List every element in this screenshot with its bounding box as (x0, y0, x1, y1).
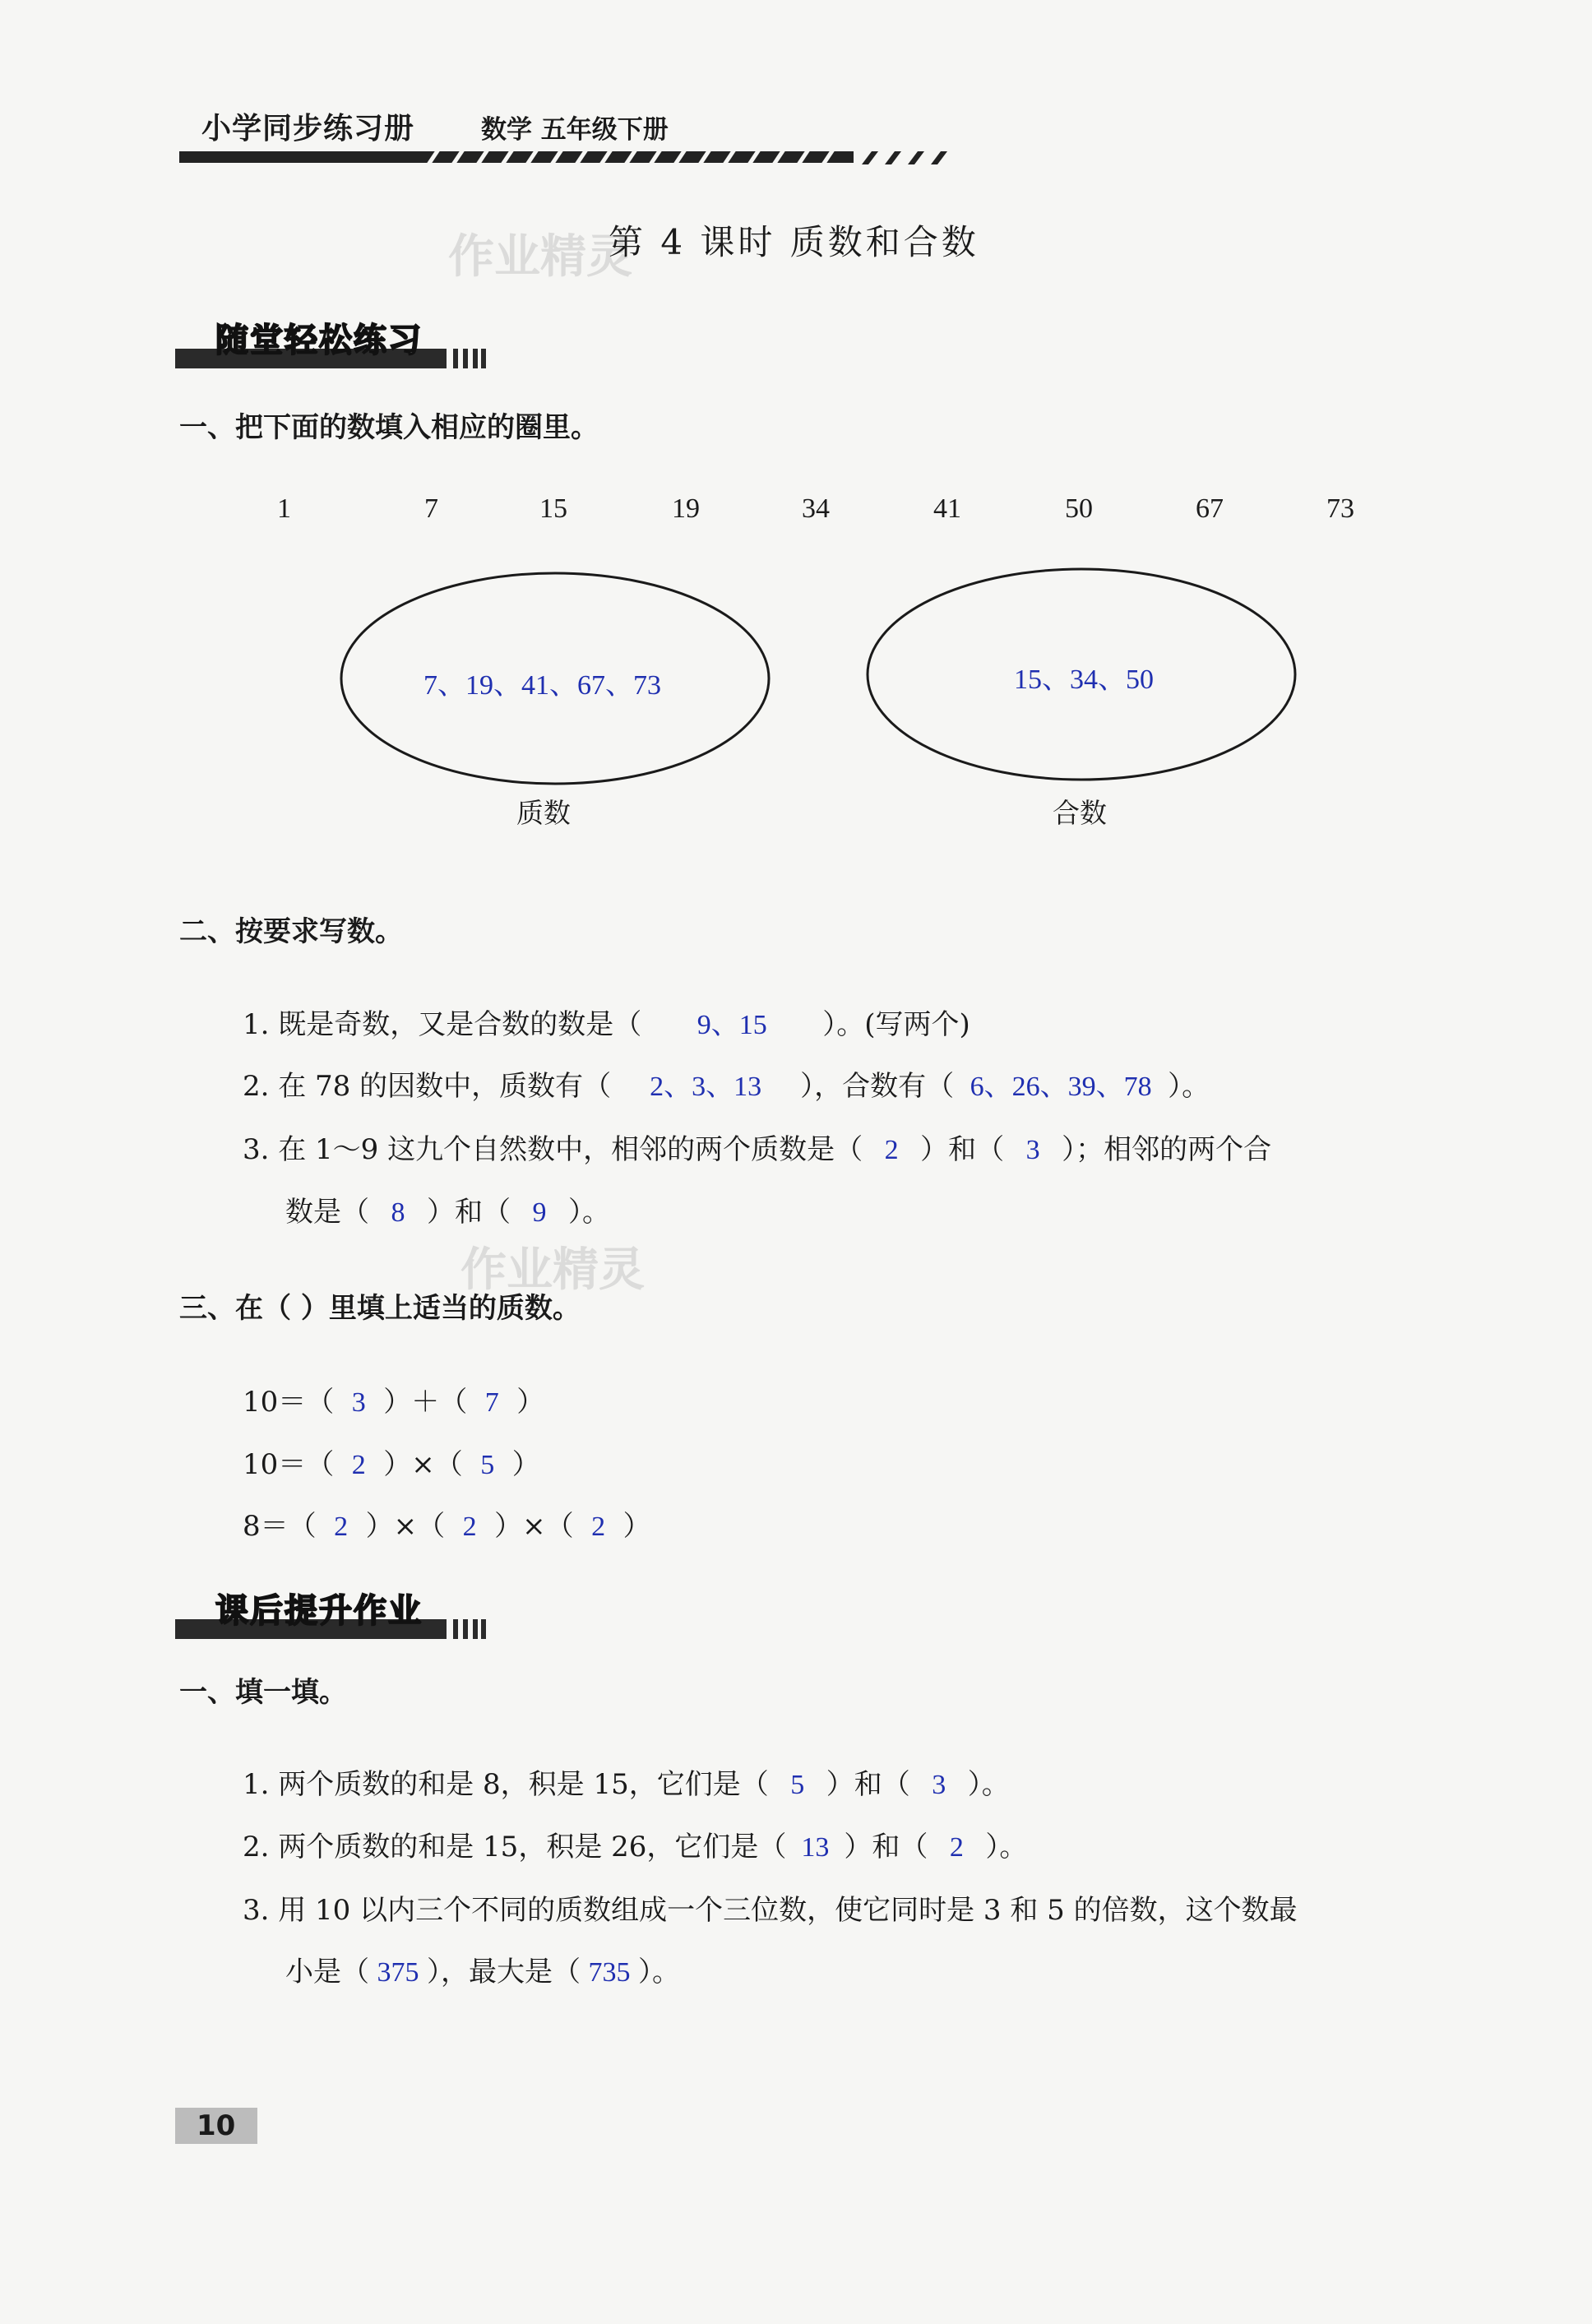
number-item: 7 (424, 493, 438, 524)
number-item: 19 (672, 493, 700, 524)
composite-label: 合数 (1053, 797, 1107, 829)
watermark: 作业精灵 (460, 1243, 645, 1297)
answer-blank: 5 (790, 1770, 805, 1800)
watermark: 作业精灵 (448, 230, 632, 284)
answer-blank: 2、3、13 (650, 1072, 762, 1102)
q2-item-3: 3. 在 1～9 这九个自然数中，相邻的两个质数是（ 2 ）和（ 3 ）；相邻的两个合 (243, 1133, 1272, 1166)
q2-item-3-cont: 数是（ 8 ）和（ 9 ）。 (285, 1196, 610, 1229)
section-title-practice: 随堂轻松练习 (215, 322, 423, 359)
q2-item-1: 1. 既是奇数，又是合数的数是（ 9、15 ）。(写两个) (243, 1002, 970, 1042)
number-item: 67 (1196, 493, 1224, 524)
answer-blank: 2 (949, 1832, 964, 1863)
number-item: 41 (933, 493, 961, 524)
answer-blank: 2 (462, 1512, 477, 1542)
equation-2: 10＝（ 2 ）×（ 5 ） (243, 1448, 540, 1481)
equation-3: 8＝（ 2 ）×（ 2 ）×（ 2 ） (243, 1510, 651, 1543)
answer-blank: 3 (1025, 1135, 1040, 1165)
number-item: 15 (539, 493, 567, 524)
hw-item-1: 1. 两个质数的和是 8，积是 15，它们是（ 5 ）和（ 3 ）。 (243, 1768, 1010, 1801)
homework-question-1-title: 一、填一填。 (179, 1676, 347, 1709)
page-number: 10 (197, 2109, 236, 2142)
book-subtitle: 数学 五年级下册 (481, 115, 669, 145)
book-title: 小学同步练习册 (201, 112, 415, 146)
number-item: 34 (802, 493, 830, 524)
answer-blank: 2 (884, 1135, 899, 1165)
lesson-title: 第 4 课时 质数和合数 (609, 222, 979, 262)
section-title-homework: 课后提升作业 (215, 1592, 423, 1630)
question-2-title: 二、按要求写数。 (179, 915, 403, 948)
prime-answer: 7、19、41、67、73 (423, 670, 661, 701)
answer-blank: 3 (932, 1770, 946, 1800)
equation-1: 10＝（ 3 ）＋（ 7 ） (243, 1386, 545, 1419)
answer-blank: 5 (480, 1450, 495, 1480)
answer-blank: 2 (351, 1450, 366, 1480)
answer-blank: 2 (334, 1512, 349, 1542)
answer-blank: 735 (588, 1957, 631, 1988)
hw-item-2: 2. 两个质数的和是 15，积是 26，它们是（ 13 ）和（ 2 ）。 (243, 1831, 1028, 1863)
answer-blank: 6、26、39、78 (970, 1072, 1152, 1102)
question-3-title: 三、在（ ）里填上适当的质数。 (179, 1292, 581, 1325)
answer-blank: 375 (377, 1957, 419, 1988)
composite-answer: 15、34、50 (1014, 664, 1154, 695)
answer-blank: 13 (801, 1832, 830, 1863)
prime-label: 质数 (516, 797, 571, 829)
number-item: 73 (1326, 493, 1354, 524)
answer-blank: 8 (391, 1197, 405, 1228)
answer-blank: 3 (351, 1387, 366, 1418)
number-item: 50 (1065, 493, 1093, 524)
answer-blank: 2 (591, 1512, 606, 1542)
answer-blank: 9 (532, 1197, 547, 1228)
hw-item-3-cont: 小是（ 375 ），最大是（ 735 ）。 (285, 1956, 680, 1988)
number-item: 1 (277, 493, 291, 524)
answer-blank: 7 (484, 1387, 499, 1418)
q2-item-2: 2. 在 78 的因数中，质数有（ 2、3、13 ），合数有（ 6、26、39、78 ）。 (243, 1063, 1210, 1104)
hw-item-3: 3. 用 10 以内三个不同的质数组成一个三位数，使它同时是 3 和 5 的倍数，这个数最 (243, 1894, 1298, 1927)
question-1-title: 一、把下面的数填入相应的圈里。 (179, 411, 599, 444)
answer-blank: 9、15 (696, 1010, 767, 1040)
header-stripe-bar (179, 150, 948, 164)
page-number-box (175, 2108, 257, 2144)
